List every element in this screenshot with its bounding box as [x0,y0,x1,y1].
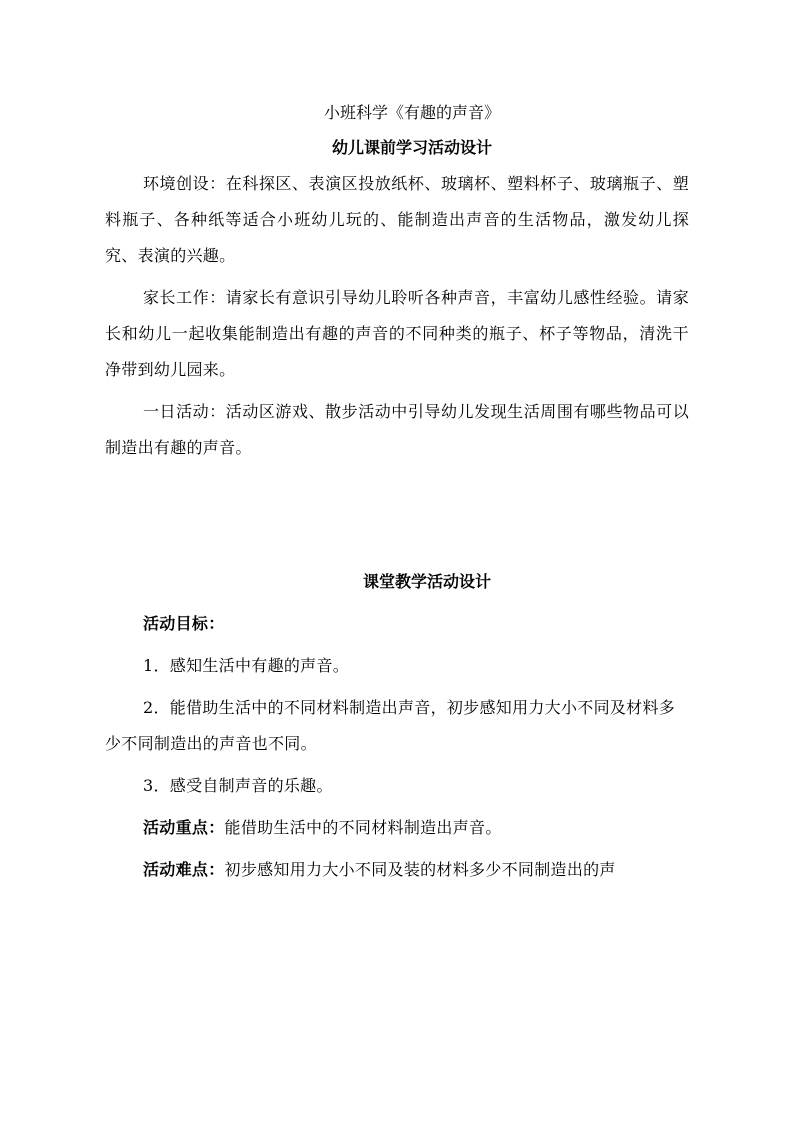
focus-line [105,810,689,846]
difficulty-line [105,852,689,888]
document-title: 小班科学《有趣的声音》 [323,103,500,122]
paragraph-environment: 环境创设：在科探区、表演区投放纸杯、玻璃杯、塑料杯子、玻璃瓶子、塑料瓶子、各种纸等适合小班幼儿玩的、能制造出声音的生活物品，激发幼儿探究、表演的兴趣。 [105,174,689,265]
paragraph-parents: 家长工作：请家长有意识引导幼儿聆听各种声音，丰富幼儿感性经验。请家长和幼儿一起收集能制造出有趣的声音的不同种类的瓶子、杯子等物品，清洗干净带到幼儿园来。 [105,288,689,379]
goals-label: 活动目标： [143,614,225,633]
focus-text: 能借助生活中的不同材料制造出声音。 [224,818,502,837]
difficulty-text: 初步感知用力大小不同及装的材料多少不同制造出的声 [224,860,616,879]
difficulty-label: 活动难点： [143,860,225,879]
document-page [105,96,689,894]
goal-item-2: 2．能借助生活中的不同材料制造出声音，初步感知用力大小不同及材料多少不同制造出的声音也不同。 [105,698,676,753]
goal-item-1: 1．感知生活中有趣的声音。 [143,656,350,675]
paragraph-daily-activity: 一日活动：活动区游戏、散步活动中引导幼儿发现生活周围有哪些物品可以制造出有趣的声音。 [105,402,689,457]
document-subtitle: 幼儿课前学习活动设计 [331,138,492,157]
section-title: 课堂教学活动设计 [362,572,491,591]
goal-item-3: 3．感受自制声音的乐趣。 [143,776,333,795]
section-spacer [105,472,689,564]
focus-label: 活动重点： [143,818,225,837]
